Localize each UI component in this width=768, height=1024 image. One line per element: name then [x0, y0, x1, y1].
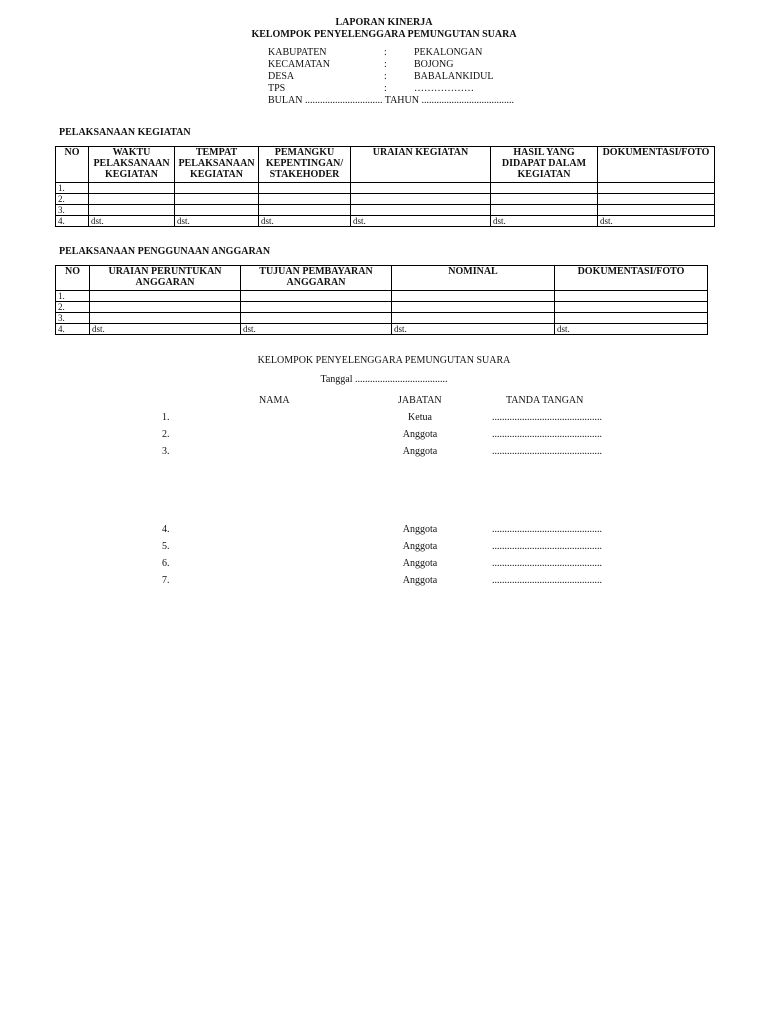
column-header: TUJUAN PEMBAYARAN ANGGARAN	[241, 266, 392, 291]
column-header: PEMANGKU KEPENTINGAN/ STAKEHODER	[259, 147, 351, 183]
table-cell: dst.	[90, 324, 241, 335]
table-cell: 4.	[56, 216, 89, 227]
table-row	[56, 216, 715, 227]
column-header: URAIAN PERUNTUKAN ANGGARAN	[90, 266, 241, 291]
table-cell	[351, 194, 491, 205]
column-header: URAIAN KEGIATAN	[351, 147, 491, 183]
table-cell: 1.	[56, 291, 90, 302]
table-cell	[598, 183, 715, 194]
column-header: NO	[56, 147, 89, 183]
member-role: Anggota	[402, 575, 438, 586]
table-cell	[175, 183, 259, 194]
member-role: Anggota	[402, 558, 438, 569]
column-header: DOKUMENTASI/FOTO	[555, 266, 708, 291]
table-cell: 3.	[56, 313, 90, 324]
column-header-nama: NAMA	[259, 395, 290, 406]
table-cell	[259, 205, 351, 216]
member-role: Ketua	[408, 412, 432, 423]
table-cell	[90, 291, 241, 302]
table-cell	[259, 194, 351, 205]
table-cell: 2.	[56, 302, 90, 313]
signature-row	[0, 429, 768, 441]
member-role: Anggota	[402, 541, 438, 552]
table-cell: 3.	[56, 205, 89, 216]
table-cell	[491, 205, 598, 216]
table-cell	[392, 291, 555, 302]
column-header-jabatan: JABATAN	[398, 395, 442, 406]
signature-line: ............................................	[492, 541, 602, 552]
table-cell	[351, 205, 491, 216]
signature-row	[0, 558, 768, 570]
table-cell	[241, 313, 392, 324]
member-number: 7.	[162, 575, 170, 586]
member-number: 1.	[162, 412, 170, 423]
signature-row	[0, 575, 768, 587]
table-cell	[491, 183, 598, 194]
meta-colon: :	[384, 83, 387, 94]
table-cell	[175, 205, 259, 216]
signature-row	[0, 446, 768, 458]
table-cell: dst.	[241, 324, 392, 335]
meta-label: KABUPATEN	[268, 47, 327, 58]
table-cell	[90, 302, 241, 313]
column-header: TEMPAT PELAKSANAAN KEGIATAN	[175, 147, 259, 183]
table-cell: dst.	[392, 324, 555, 335]
table-cell	[89, 183, 175, 194]
member-role: Anggota	[402, 524, 438, 535]
meta-colon: :	[384, 71, 387, 82]
meta-colon: :	[384, 59, 387, 70]
member-number: 5.	[162, 541, 170, 552]
table-cell: dst.	[175, 216, 259, 227]
signature-date: Tanggal .....................................	[320, 374, 448, 385]
member-number: 4.	[162, 524, 170, 535]
meta-period: BULAN ............................... TAHUN .....................................	[268, 95, 514, 106]
member-number: 3.	[162, 446, 170, 457]
meta-value: PEKALONGAN	[414, 47, 483, 58]
section-title-kegiatan: PELAKSANAAN KEGIATAN	[59, 127, 191, 138]
table-row	[56, 302, 708, 313]
table-row	[56, 205, 715, 216]
member-number: 6.	[162, 558, 170, 569]
table-cell	[89, 205, 175, 216]
table-cell	[598, 194, 715, 205]
table-row	[56, 194, 715, 205]
table-row	[56, 291, 708, 302]
table-header-row	[56, 266, 708, 291]
activity-table	[55, 146, 715, 227]
meta-colon: :	[384, 47, 387, 58]
meta-value: BABALANKIDUL	[414, 71, 494, 82]
report-title: LAPORAN KINERJA	[335, 17, 433, 28]
column-header: WAKTU PELAKSANAAN KEGIATAN	[89, 147, 175, 183]
table-row	[56, 183, 715, 194]
table-cell	[89, 194, 175, 205]
table-cell	[555, 313, 708, 324]
meta-value: BOJONG	[414, 59, 454, 70]
table-cell: dst.	[351, 216, 491, 227]
table-cell: 2.	[56, 194, 89, 205]
table-cell	[241, 302, 392, 313]
table-cell: dst.	[598, 216, 715, 227]
table-cell: dst.	[555, 324, 708, 335]
table-cell	[392, 302, 555, 313]
budget-table	[55, 265, 708, 335]
table-cell	[241, 291, 392, 302]
table-cell	[175, 194, 259, 205]
signature-row	[0, 541, 768, 553]
column-header: NOMINAL	[392, 266, 555, 291]
table-cell: dst.	[259, 216, 351, 227]
member-number: 2.	[162, 429, 170, 440]
signature-line: ............................................	[492, 429, 602, 440]
table-header-row	[56, 147, 715, 183]
column-header: DOKUMENTASI/FOTO	[598, 147, 715, 183]
signature-line: ............................................	[492, 558, 602, 569]
column-header: NO	[56, 266, 90, 291]
table-cell: dst.	[89, 216, 175, 227]
table-cell	[392, 313, 555, 324]
meta-label: KECAMATAN	[268, 59, 330, 70]
table-row	[56, 313, 708, 324]
signature-row	[0, 524, 768, 536]
table-cell	[598, 205, 715, 216]
signature-line: ............................................	[492, 524, 602, 535]
meta-label: TPS	[268, 83, 286, 94]
signature-line: ............................................	[492, 575, 602, 586]
member-role: Anggota	[402, 446, 438, 457]
table-cell	[555, 302, 708, 313]
table-cell	[555, 291, 708, 302]
signature-row	[0, 412, 768, 424]
signature-line: ............................................	[492, 446, 602, 457]
section-title-anggaran: PELAKSANAAN PENGGUNAAN ANGGARAN	[59, 246, 271, 257]
meta-value: ………………	[414, 83, 474, 94]
table-cell	[90, 313, 241, 324]
table-cell: 1.	[56, 183, 89, 194]
column-header-tanda-tangan: TANDA TANGAN	[506, 395, 584, 406]
member-role: Anggota	[402, 429, 438, 440]
meta-label: DESA	[268, 71, 295, 82]
table-cell: dst.	[491, 216, 598, 227]
signature-line: ............................................	[492, 412, 602, 423]
report-subtitle: KELOMPOK PENYELENGGARA PEMUNGUTAN SUARA	[251, 29, 517, 40]
column-header: HASIL YANG DIDAPAT DALAM KEGIATAN	[491, 147, 598, 183]
table-cell	[351, 183, 491, 194]
table-cell: 4.	[56, 324, 90, 335]
table-cell	[491, 194, 598, 205]
table-cell	[259, 183, 351, 194]
signature-org-name: KELOMPOK PENYELENGGARA PEMUNGUTAN SUARA	[257, 355, 511, 366]
table-row	[56, 324, 708, 335]
